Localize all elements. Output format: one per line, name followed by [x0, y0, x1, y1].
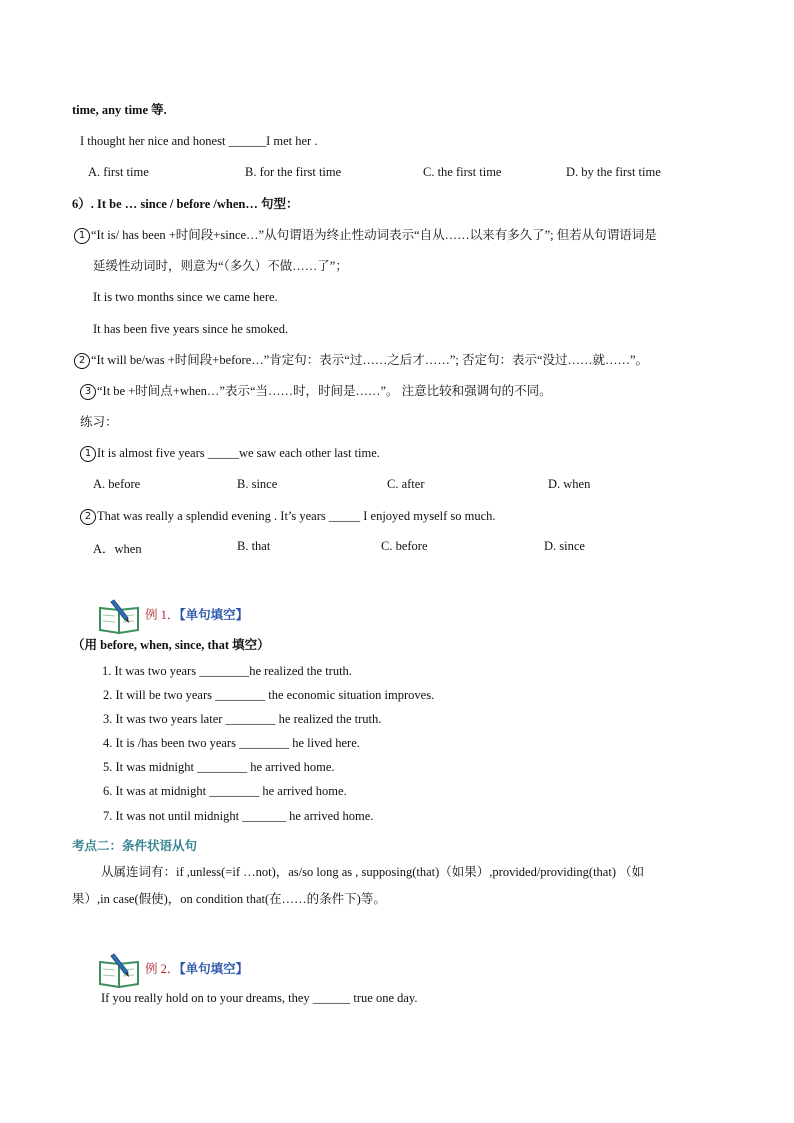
book-pencil-icon: [98, 950, 142, 988]
option-b: B. that: [237, 539, 271, 553]
list-item: 2. It will be two years ________ the economic situation improves.: [103, 688, 435, 702]
rule-1-line-2: 延缓性动词时，则意为“（多久）不做……了”；: [93, 259, 348, 273]
example-2-sentence: If you really hold on to your dreams, they ______ true one day.: [101, 991, 418, 1005]
circle-marker: 2: [80, 509, 96, 525]
conditional-line-2: 果）,in case(假使)，on condition that(在……的条件下)等。: [72, 892, 386, 906]
list-item: 4. It is /has been two years ________ he lived here.: [103, 736, 360, 750]
example-tag: 【单句填空】: [179, 608, 249, 622]
example-label: 例 1．: [145, 608, 180, 622]
rule-3-text: “It be +时间点+when…”表示“当……时，时间是……”。 注意比较和强调句的不同。: [97, 384, 552, 398]
rule-2: [74, 352, 648, 369]
option-a: A. first time: [88, 165, 149, 179]
practice-label: 练习：: [80, 415, 118, 429]
example-2-heading: [145, 961, 248, 977]
option-b: B. since: [237, 477, 278, 491]
rule-3: [80, 383, 552, 400]
rule-2-text: “It will be/was +时间段+before…”肯定句：表示“过……之后才……”; 否定句：表示“没过……就……”。: [91, 353, 649, 367]
list-item: 3. It was two years later ________ he realized the truth.: [103, 712, 382, 726]
option-c: C. before: [381, 539, 428, 553]
option-c: C. after: [387, 477, 425, 491]
rule-1-example-2: It has been five years since he smoked.: [93, 322, 289, 336]
circle-marker: 1: [74, 228, 90, 244]
conditional-line-1: 从属连词有：if ,unless(=if …not)，as/so long as , supposing(that)（如果）,provided/providing(that) （如: [101, 865, 645, 879]
list-item: 7. It was not until midnight _______ he arrived home.: [103, 809, 374, 823]
option-d: D. since: [544, 539, 585, 553]
practice-1: [80, 445, 380, 462]
practice-1-stem: It is almost five years _____we saw each other last time.: [97, 446, 380, 460]
section-title: 6）. It be … since / before /when… 句型：: [72, 197, 299, 211]
example-tag: 【单句填空】: [179, 962, 249, 976]
question-stem: I thought her nice and honest ______I met her .: [80, 134, 318, 148]
option-d: D. by the first time: [566, 165, 661, 179]
practice-2: [80, 508, 496, 525]
option-d: D. when: [548, 477, 591, 491]
list-item: 1. It was two years ________he realized the truth.: [102, 664, 352, 678]
rule-1-line-1: “It is/ has been +时间段+since…”从句谓语为终止性动词表示“自从……以来有多久了”; 但若从句谓语词是: [91, 228, 657, 242]
book-pencil-icon: [98, 596, 142, 634]
rule-1: [74, 227, 657, 244]
intro-line: time, any time 等.: [72, 103, 167, 117]
option-c: C. the first time: [423, 165, 502, 179]
option-a: A. before: [93, 477, 141, 491]
rule-1-example-1: It is two months since we came here.: [93, 290, 278, 304]
circle-marker: 2: [74, 353, 90, 369]
example-1-heading: [145, 607, 248, 623]
circle-marker: 1: [80, 446, 96, 462]
list-item: 5. It was midnight ________ he arrived home.: [103, 760, 335, 774]
section-heading: 考点二：条件状语从句: [72, 839, 198, 853]
example-1-instruction: （用 before, when, since, that 填空）: [72, 638, 270, 652]
practice-2-stem: That was really a splendid evening . It’s years _____ I enjoyed myself so much.: [97, 509, 496, 523]
list-item: 6. It was at midnight ________ he arrived home.: [103, 784, 347, 798]
circle-marker: 3: [80, 384, 96, 400]
example-label: 例 2．: [145, 962, 180, 976]
option-a: A．when: [93, 542, 142, 556]
option-b: B. for the first time: [245, 165, 342, 179]
